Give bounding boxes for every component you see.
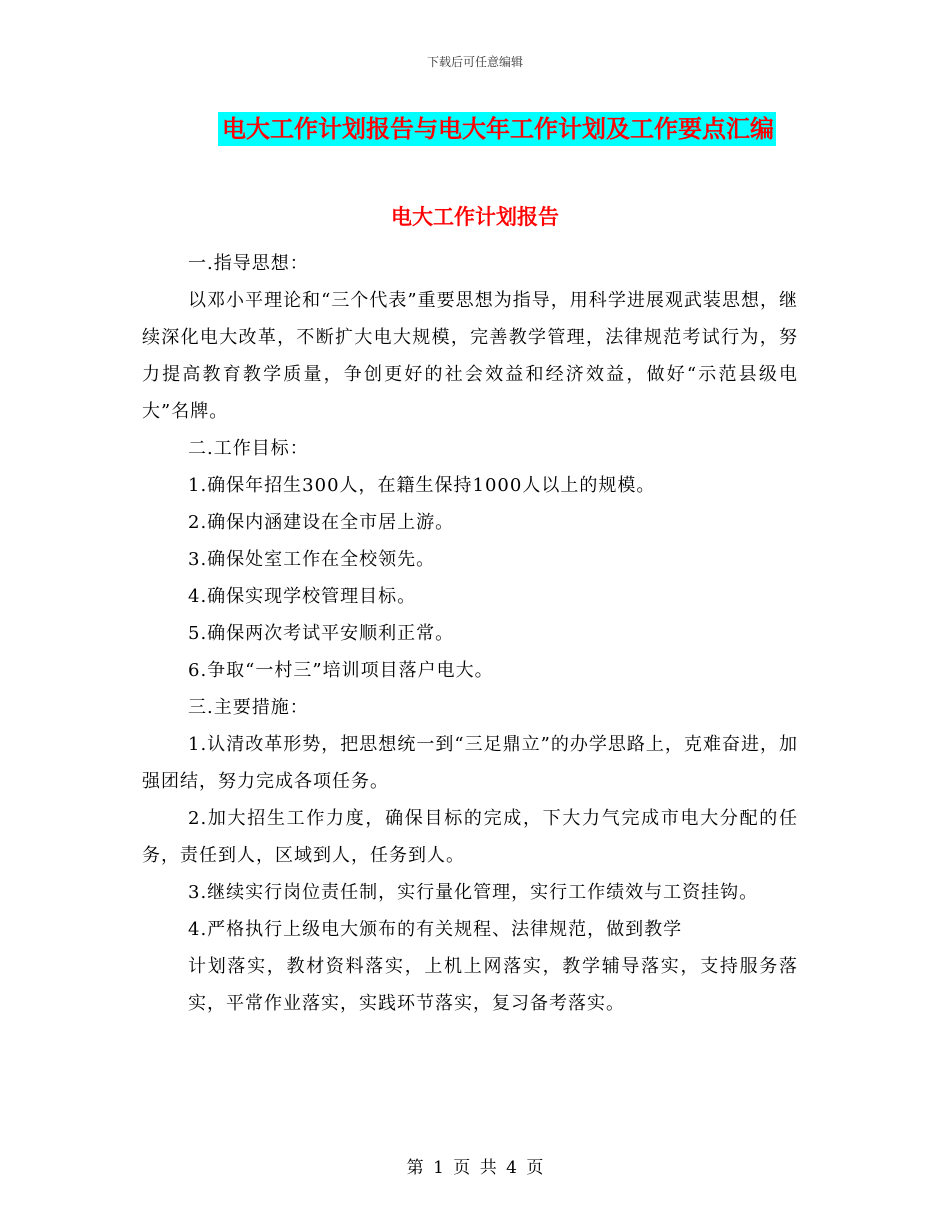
section-title: 电大工作计划报告 <box>391 205 559 229</box>
measure-item-1: 1.认清改革形势，把思想统一到“三足鼎立”的办学思路上，克难奋进，加强团结，努力完成各项任务。 <box>142 734 798 792</box>
goal-item-5: 5.确保两次考试平安顺利正常。 <box>188 623 455 644</box>
goal-item-4: 4.确保实现学校管理目标。 <box>188 586 417 607</box>
page-header: 下载后可任意编辑 <box>426 55 523 69</box>
page-footer: 第 1 页 共 4 页 <box>406 1158 544 1178</box>
measure-item-3: 3.继续实行岗位责任制，实行量化管理，实行工作绩效与工资挂钩。 <box>188 882 759 903</box>
main-title-container <box>0 112 950 146</box>
main-title: 电大工作计划报告与电大年工作计划及工作要点汇编 <box>218 112 776 146</box>
heading-main-measures: 三.主要措施： <box>188 697 309 718</box>
heading-guiding-ideology: 一.指导思想： <box>188 253 309 274</box>
measure-item-4: 4.严格执行上级电大颁布的有关规程、法律规范，做到教学 <box>188 919 683 940</box>
goal-item-1: 1.确保年招生300人，在籍生保持1000人以上的规模。 <box>188 475 656 496</box>
measure-item-4-continued: 计划落实，教材资料落实，上机上网落实，教学辅导落实，支持服务落实，平常作业落实，实践环节落实，复习备考落实。 <box>188 956 798 1014</box>
goal-item-6: 6.争取“一村三”培训项目落户电大。 <box>188 660 494 681</box>
goal-item-3: 3.确保处室工作在全校领先。 <box>188 549 436 570</box>
heading-work-goals: 二.工作目标： <box>188 438 309 459</box>
paragraph-guiding-ideology: 以邓小平理论和“三个代表”重要思想为指导，用科学进展观武装思想，继续深化电大改革，不断扩大电大规模，完善教学管理，法律规范考试行为，努力提高教育教学质量，争创更好的社会效益和经济效益，做好“示范县级电大”名牌。 <box>142 290 798 422</box>
document-body <box>142 245 798 1022</box>
measure-item-2: 2.加大招生工作力度，确保目标的完成，下大力气完成市电大分配的任务，责任到人，区域到人，任务到人。 <box>142 808 798 866</box>
goal-item-2: 2.确保内涵建设在全市居上游。 <box>188 512 455 533</box>
